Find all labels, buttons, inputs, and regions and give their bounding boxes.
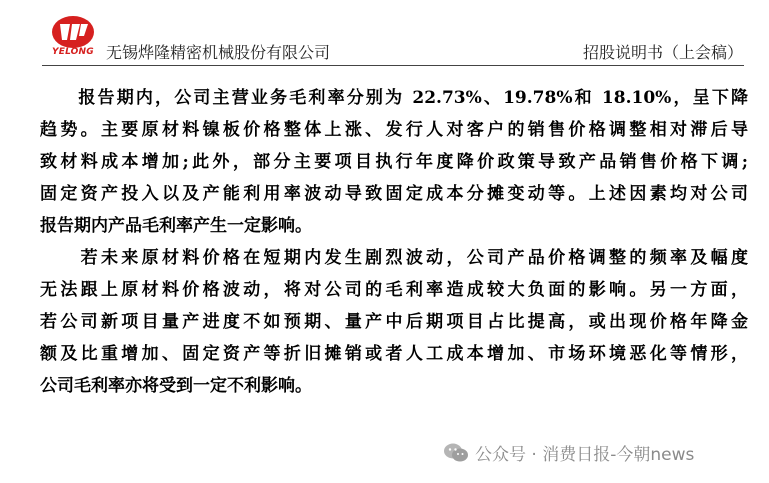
text-line: 若未来原材料价格在短期内发生剧烈波动，公司产品价格调整的频率及幅度	[40, 248, 748, 268]
document-title: 招股说明书（上会稿）	[582, 43, 743, 62]
text-line: 报告期内，公司主营业务毛利率分别为 22.73%、19.78%和 18.10%，呈下降	[40, 88, 748, 108]
text-line: 公司毛利率亦将受到一定不利影响。	[40, 376, 312, 396]
wechat-icon	[443, 442, 469, 464]
company-name: 无锡烨隆精密机械股份有限公司	[106, 43, 331, 62]
text-line: 固定资产投入以及产能利用率波动导致固定成本分摊变动等。上述因素均对公司	[40, 184, 748, 204]
logo-text: YELONG	[52, 47, 94, 57]
page-header	[0, 0, 769, 68]
text-line: 趋势。主要原材料镍板价格整体上涨、发行人对客户的销售价格调整相对滞后导	[40, 120, 748, 140]
text-line: 额及比重增加、固定资产等折旧摊销或者人工成本增加、市场环境恶化等情形，	[40, 344, 748, 364]
body-text	[40, 82, 748, 402]
text-line: 若公司新项目量产进度不如预期、量产中后期项目占比提高，或出现价格年降金	[40, 312, 748, 332]
text-line: 致材料成本增加;此外，部分主要项目执行年度降价政策导致产品销售价格下调;	[40, 152, 748, 172]
watermark	[443, 440, 694, 465]
watermark-text: 公众号 · 消费日报-今朝news	[475, 445, 695, 465]
header-divider	[42, 65, 744, 66]
text-line: 无法跟上原材料价格波动，将对公司的毛利率造成较大负面的影响。另一方面，	[40, 280, 748, 300]
text-line: 报告期内产品毛利率产生一定影响。	[40, 216, 312, 236]
